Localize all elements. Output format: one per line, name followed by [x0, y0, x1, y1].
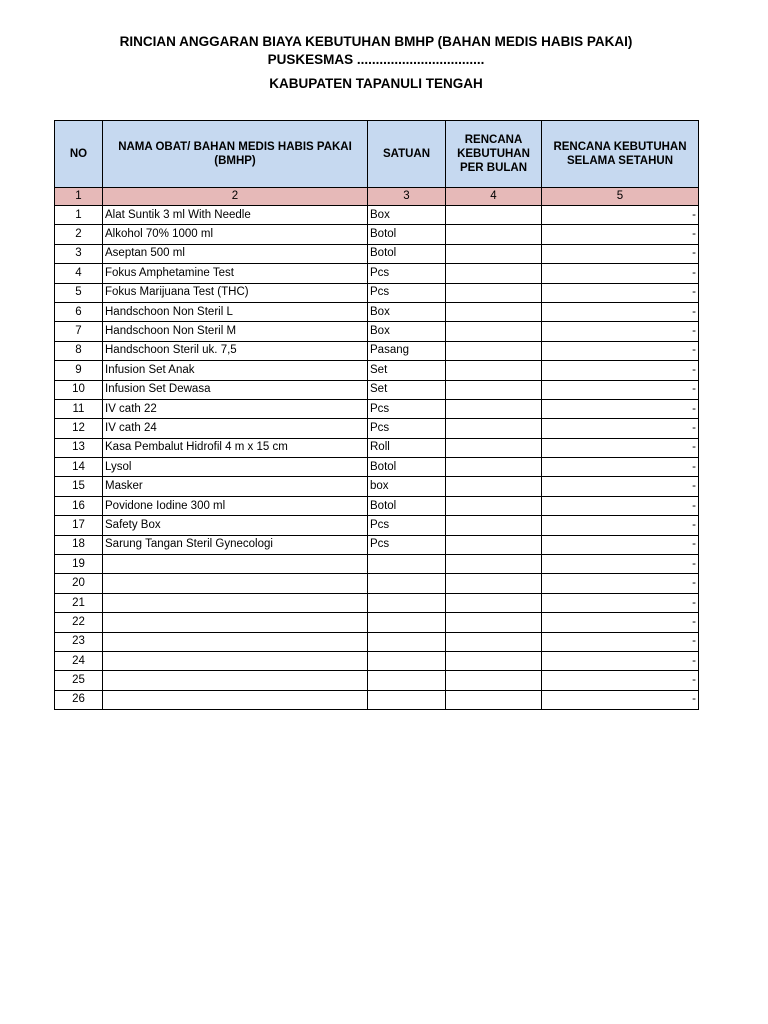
table-row	[55, 593, 699, 612]
cell-no: 25	[55, 671, 103, 690]
cell-nama: Alat Suntik 3 ml With Needle	[103, 206, 368, 225]
cell-no: 21	[55, 593, 103, 612]
table-row	[55, 671, 699, 690]
cell-per-bulan	[446, 593, 542, 612]
cell-no: 1	[55, 206, 103, 225]
cell-no: 16	[55, 496, 103, 515]
table-row	[55, 651, 699, 670]
cell-satuan	[368, 574, 446, 593]
cell-no: 18	[55, 535, 103, 554]
cell-per-bulan	[446, 302, 542, 321]
cell-no: 20	[55, 574, 103, 593]
column-number: 3	[368, 188, 446, 206]
table-row	[55, 613, 699, 632]
cell-nama: Povidone Iodine 300 ml	[103, 496, 368, 515]
cell-nama: IV cath 24	[103, 419, 368, 438]
table-row	[55, 438, 699, 457]
cell-nama: Fokus Amphetamine Test	[103, 264, 368, 283]
table-row	[55, 380, 699, 399]
cell-per-bulan	[446, 361, 542, 380]
cell-setahun: -	[542, 555, 699, 574]
cell-setahun: -	[542, 361, 699, 380]
cell-nama	[103, 632, 368, 651]
cell-satuan	[368, 671, 446, 690]
table-row	[55, 555, 699, 574]
cell-nama: Aseptan 500 ml	[103, 244, 368, 263]
cell-per-bulan	[446, 244, 542, 263]
cell-nama	[103, 651, 368, 670]
table-row	[55, 322, 699, 341]
cell-no: 11	[55, 399, 103, 418]
cell-satuan: Set	[368, 380, 446, 399]
cell-satuan: Botol	[368, 225, 446, 244]
cell-nama: Kasa Pembalut Hidrofil 4 m x 15 cm	[103, 438, 368, 457]
cell-per-bulan	[446, 206, 542, 225]
cell-satuan: Pasang	[368, 341, 446, 360]
table-row	[55, 399, 699, 418]
cell-setahun: -	[542, 613, 699, 632]
cell-setahun: -	[542, 399, 699, 418]
cell-per-bulan	[446, 651, 542, 670]
cell-setahun: -	[542, 593, 699, 612]
cell-no: 2	[55, 225, 103, 244]
column-number: 5	[542, 188, 699, 206]
cell-satuan: box	[368, 477, 446, 496]
cell-per-bulan	[446, 690, 542, 709]
cell-setahun: -	[542, 225, 699, 244]
cell-setahun: -	[542, 302, 699, 321]
cell-nama: Infusion Set Dewasa	[103, 380, 368, 399]
cell-no: 6	[55, 302, 103, 321]
cell-no: 9	[55, 361, 103, 380]
cell-per-bulan	[446, 516, 542, 535]
document-title	[0, 33, 752, 93]
cell-per-bulan	[446, 322, 542, 341]
cell-nama: Safety Box	[103, 516, 368, 535]
table-row	[55, 535, 699, 554]
column-number: 4	[446, 188, 542, 206]
cell-satuan	[368, 555, 446, 574]
table-row	[55, 458, 699, 477]
header-satuan: SATUAN	[368, 121, 446, 188]
cell-nama	[103, 613, 368, 632]
cell-satuan: Set	[368, 361, 446, 380]
cell-per-bulan	[446, 477, 542, 496]
table-row	[55, 283, 699, 302]
header-nama: NAMA OBAT/ BAHAN MEDIS HABIS PAKAI (BMHP)	[103, 121, 368, 188]
cell-nama: Infusion Set Anak	[103, 361, 368, 380]
cell-setahun: -	[542, 206, 699, 225]
table-row	[55, 690, 699, 709]
cell-per-bulan	[446, 496, 542, 515]
column-number: 1	[55, 188, 103, 206]
cell-satuan: Pcs	[368, 419, 446, 438]
cell-no: 13	[55, 438, 103, 457]
cell-setahun: -	[542, 651, 699, 670]
cell-setahun: -	[542, 419, 699, 438]
header-no: NO	[55, 121, 103, 188]
cell-nama	[103, 555, 368, 574]
bmhp-table	[54, 120, 699, 710]
cell-nama: Alkohol 70% 1000 ml	[103, 225, 368, 244]
cell-no: 22	[55, 613, 103, 632]
table-row	[55, 244, 699, 263]
header-setahun: RENCANA KEBUTUHAN SELAMA SETAHUN	[542, 121, 699, 188]
cell-nama: Handschoon Non Steril M	[103, 322, 368, 341]
table-header-row	[55, 121, 699, 188]
cell-satuan	[368, 651, 446, 670]
cell-no: 10	[55, 380, 103, 399]
cell-per-bulan	[446, 438, 542, 457]
title-line-2: PUSKESMAS ..................................	[267, 52, 485, 67]
cell-setahun: -	[542, 632, 699, 651]
cell-setahun: -	[542, 690, 699, 709]
table-row	[55, 574, 699, 593]
cell-setahun: -	[542, 516, 699, 535]
header-per-bulan: RENCANA KEBUTUHAN PER BULAN	[446, 121, 542, 188]
cell-per-bulan	[446, 264, 542, 283]
cell-per-bulan	[446, 574, 542, 593]
table-row	[55, 496, 699, 515]
cell-no: 15	[55, 477, 103, 496]
cell-per-bulan	[446, 225, 542, 244]
column-number: 2	[103, 188, 368, 206]
cell-no: 26	[55, 690, 103, 709]
cell-no: 5	[55, 283, 103, 302]
cell-setahun: -	[542, 496, 699, 515]
cell-setahun: -	[542, 283, 699, 302]
cell-setahun: -	[542, 322, 699, 341]
cell-nama	[103, 574, 368, 593]
cell-per-bulan	[446, 555, 542, 574]
cell-satuan	[368, 632, 446, 651]
table-row	[55, 419, 699, 438]
table-row	[55, 477, 699, 496]
cell-satuan: Botol	[368, 496, 446, 515]
table-row	[55, 632, 699, 651]
cell-no: 19	[55, 555, 103, 574]
cell-satuan: Pcs	[368, 264, 446, 283]
cell-satuan	[368, 593, 446, 612]
cell-no: 24	[55, 651, 103, 670]
table-row	[55, 225, 699, 244]
table-row	[55, 516, 699, 535]
cell-per-bulan	[446, 671, 542, 690]
cell-satuan	[368, 613, 446, 632]
cell-no: 12	[55, 419, 103, 438]
cell-no: 17	[55, 516, 103, 535]
title-line-1: RINCIAN ANGGARAN BIAYA KEBUTUHAN BMHP (BAHAN MEDIS HABIS PAKAI)	[119, 34, 633, 49]
cell-satuan: Box	[368, 302, 446, 321]
cell-per-bulan	[446, 380, 542, 399]
cell-no: 7	[55, 322, 103, 341]
column-number-row	[55, 188, 699, 206]
cell-setahun: -	[542, 264, 699, 283]
cell-no: 3	[55, 244, 103, 263]
cell-setahun: -	[542, 380, 699, 399]
cell-per-bulan	[446, 341, 542, 360]
cell-no: 8	[55, 341, 103, 360]
cell-satuan: Box	[368, 206, 446, 225]
cell-per-bulan	[446, 399, 542, 418]
cell-setahun: -	[542, 458, 699, 477]
cell-setahun: -	[542, 341, 699, 360]
table-body	[55, 206, 699, 710]
cell-satuan: Pcs	[368, 399, 446, 418]
cell-per-bulan	[446, 419, 542, 438]
cell-satuan: Pcs	[368, 535, 446, 554]
cell-setahun: -	[542, 477, 699, 496]
cell-nama: Lysol	[103, 458, 368, 477]
cell-setahun: -	[542, 535, 699, 554]
cell-no: 4	[55, 264, 103, 283]
cell-per-bulan	[446, 458, 542, 477]
cell-no: 14	[55, 458, 103, 477]
cell-satuan: Botol	[368, 244, 446, 263]
cell-setahun: -	[542, 244, 699, 263]
table-row	[55, 341, 699, 360]
table-row	[55, 361, 699, 380]
cell-nama: IV cath 22	[103, 399, 368, 418]
cell-setahun: -	[542, 438, 699, 457]
cell-per-bulan	[446, 283, 542, 302]
cell-satuan: Roll	[368, 438, 446, 457]
cell-satuan	[368, 690, 446, 709]
cell-nama	[103, 593, 368, 612]
cell-setahun: -	[542, 574, 699, 593]
cell-nama: Handschoon Steril uk. 7,5	[103, 341, 368, 360]
cell-nama	[103, 671, 368, 690]
cell-nama: Handschoon Non Steril L	[103, 302, 368, 321]
cell-nama: Masker	[103, 477, 368, 496]
cell-no: 23	[55, 632, 103, 651]
cell-satuan: Pcs	[368, 516, 446, 535]
cell-nama: Sarung Tangan Steril Gynecologi	[103, 535, 368, 554]
cell-per-bulan	[446, 613, 542, 632]
table-row	[55, 206, 699, 225]
cell-nama: Fokus Marijuana Test (THC)	[103, 283, 368, 302]
cell-satuan: Botol	[368, 458, 446, 477]
cell-nama	[103, 690, 368, 709]
cell-satuan: Pcs	[368, 283, 446, 302]
cell-per-bulan	[446, 632, 542, 651]
cell-per-bulan	[446, 535, 542, 554]
cell-satuan: Box	[368, 322, 446, 341]
table-row	[55, 264, 699, 283]
table-row	[55, 302, 699, 321]
title-line-3: KABUPATEN TAPANULI TENGAH	[269, 76, 483, 91]
cell-setahun: -	[542, 671, 699, 690]
